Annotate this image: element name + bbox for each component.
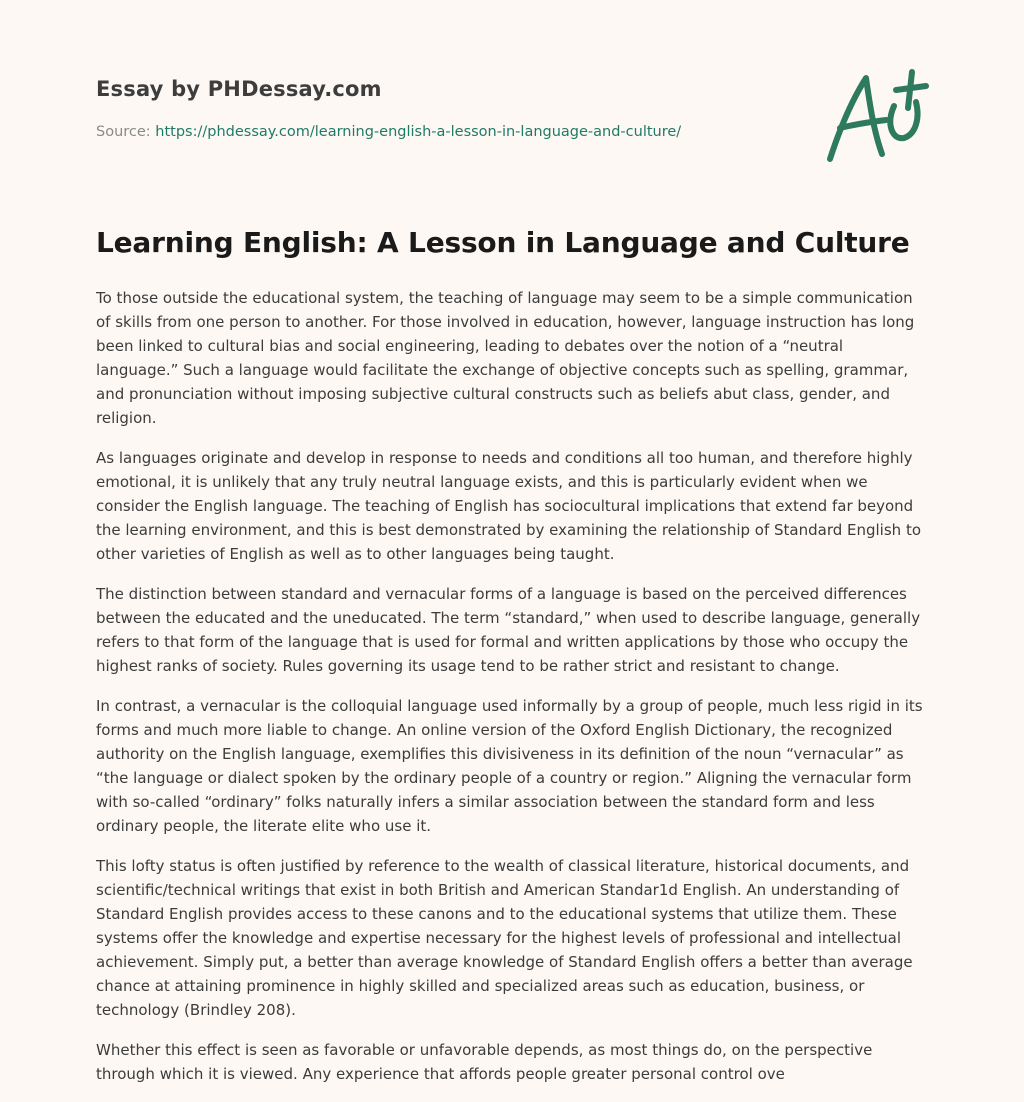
essay-paragraph: Whether this effect is seen as favorable or unfavorable depends, as most things do, on the perspective through which it is viewed. Any experience that affords people greater personal control ove [96, 1041, 873, 1083]
source-line [96, 124, 681, 140]
site-name: Essay by PHDessay.com [96, 77, 382, 101]
source-label: Source: [96, 124, 156, 140]
essay-paragraph: As languages originate and develop in response to needs and conditions all too human, and therefore highly emotional, it is unlikely that any truly neutral language exists, and this is particularly evident when we consider the English language. The teaching of English has sociocultural implications that extend far beyond the learning environment, and this is best demonstrated by examining the relationship of Standard English to other varieties of English as well as to other languages being taught. [96, 449, 921, 563]
essay-paragraph: In contrast, a vernacular is the colloquial language used informally by a group of people, much less rigid in its forms and much more liable to change. An online version of the Oxford English Dictionary, the recognized authority on the English language, exemplifies this divisiveness in its definition of the noun “vernacular” as “the language or dialect spoken by the ordinary people of a country or region.” Aligning the vernacular form with so-called “ordinary” folks naturally infers a similar association between the standard form and less ordinary people, the literate elite who use it. [96, 697, 923, 835]
essay-body [96, 286, 926, 1102]
a-plus-grade-icon [822, 66, 932, 166]
source-link[interactable]: https://phdessay.com/learning-english-a-lesson-in-language-and-culture/ [155, 124, 682, 140]
essay-title: Learning English: A Lesson in Language and Culture [96, 226, 910, 259]
essay-paragraph: The distinction between standard and vernacular forms of a language is based on the perceived differences between the educated and the uneducated. The term “standard,” when used to describe language, generally refers to that form of the language that is used for formal and written applications by those who occupy the highest ranks of society. Rules governing its usage tend to be rather strict and resistant to change. [96, 585, 921, 675]
essay-paragraph: To those outside the educational system, the teaching of language may seem to be a simple communication of skills from one person to another. For those involved in education, however, language instruction has long been linked to cultural bias and social engineering, leading to debates over the notion of a “neutral language.” Such a language would facilitate the exchange of objective concepts such as spelling, grammar, and pronunciation without imposing subjective cultural constructs such as beliefs abut class, gender, and religion. [96, 289, 915, 427]
essay-paragraph: This lofty status is often justified by reference to the wealth of classical literature, historical documents, and scientific/technical writings that exist in both British and American Standar1d English. An understanding of Standard English provides access to these canons and to the educational systems that utilize them. These systems offer the knowledge and expertise necessary for the highest levels of professional and intellectual achievement. Simply put, a better than average knowledge of Standard English offers a better than average chance at attaining prominence in highly skilled and specialized areas such as education, business, or technology (Brindley 208). [96, 857, 913, 1019]
